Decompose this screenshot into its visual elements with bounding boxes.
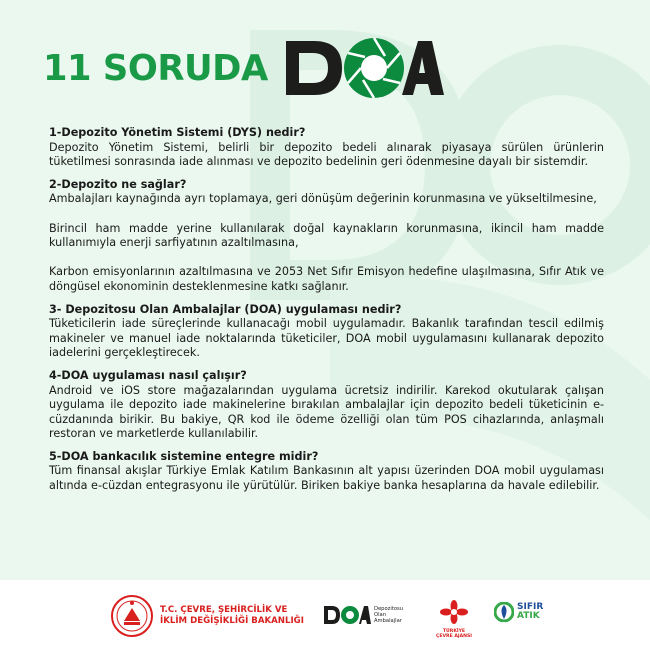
question-4: 4-DOA uygulaması nasıl çalışır? bbox=[49, 368, 247, 382]
answer-4: Android ve iOS store mağazalarından uygulama ücretsiz indirilir. Karekod okutularak çalışan uygulama ile depozito iade makinelerine bırakılan ambalajlar için depozito bedeli tüketicinin e-cüzdanında birikir. Bu bakiye, QR kod ile ödeme özelliği olan tüm POS cihazlarında, anlaşmalı restoran ve marketlerde kullanılabilir. bbox=[49, 383, 604, 441]
answer-1: Depozito Yönetim Sistemi, belirli bir depozito bedeli alınarak piyasaya sürülen ürünlerin tüketilmesi sonrasında iade alınması ve depozito bedelinin geri ödenmesine dayalı bir sistemdir. bbox=[49, 140, 604, 169]
flower-icon bbox=[439, 600, 469, 624]
faq-content bbox=[49, 126, 604, 494]
question-2: 2-Depozito ne sağlar? bbox=[49, 177, 187, 191]
answer-5: Tüm finansal akışlar Türkiye Emlak Katılım Bankasının alt yapısı üzerinden DOA mobil uygulaması altında e-cüzdan entegrasyonu ile yürütülür. Biriken bakiye banka hesaplarına da havale edilebilir. bbox=[49, 464, 604, 493]
ministry-emblem-icon bbox=[110, 594, 154, 638]
sifir-atik-icon bbox=[494, 602, 514, 622]
ministry-name: T.C. ÇEVRE, ŞEHİRCİLİK VE İKLİM DEĞİŞİKLİĞİ BAKANLIĞI bbox=[160, 605, 304, 626]
doa-logo-icon bbox=[284, 29, 444, 107]
question-1: 1-Depozito Yönetim Sistemi (DYS) nedir? bbox=[49, 126, 306, 139]
page-title bbox=[43, 28, 444, 108]
question-3: 3- Depozitosu Olan Ambalajlar (DOA) uygulaması nedir? bbox=[49, 302, 402, 316]
turkey-environment-agency-logo bbox=[424, 600, 484, 640]
answer-2c: Karbon emisyonlarının azaltılmasına ve 2053 Net Sıfır Emisyon hedefine ulaşılmasına, Sıfır Atık ve döngüsel ekonominin desteklenmesine katkı sağlanır. bbox=[49, 265, 604, 293]
question-5: 5-DOA bankacılık sistemine entegre midir? bbox=[49, 449, 319, 463]
sifir-atik-text: SIFIR ATIK bbox=[517, 602, 544, 621]
answer-2a: Ambalajları kaynağında ayrı toplamaya, geri dönüşüm değerinin korunmasına ve yükseltilmesine, bbox=[49, 192, 597, 206]
answer-2b: Birincil ham madde yerine kullanılarak doğal kaynakların korunmasına, ikincil ham madde kullanımıyla enerji sarfiyatının azaltılmasına, bbox=[49, 221, 604, 250]
title-prefix: 11 SORUDA bbox=[43, 47, 268, 89]
turkey-agency-name: TÜRKİYE ÇEVRE AJANSI bbox=[435, 629, 473, 640]
answer-3: Tüketicilerin iade süreçlerinde kullanacağı mobil uygulamadır. Bakanlık tarafından tescil edilmiş makineler ve manuel iade noktalarında tüketiciler, DOA mobil uygulamasını kullanarak depozito iadelerini gerçekleştirecek. bbox=[49, 317, 604, 360]
doa-small-desc: Depozitosu Olan Ambalajlar bbox=[374, 606, 404, 624]
footer-logos bbox=[0, 580, 650, 650]
sifir-atik-logo bbox=[494, 602, 543, 622]
doa-small-logo bbox=[323, 604, 403, 626]
doa-small-logo-icon bbox=[323, 604, 371, 626]
ministry-logo bbox=[110, 594, 304, 638]
